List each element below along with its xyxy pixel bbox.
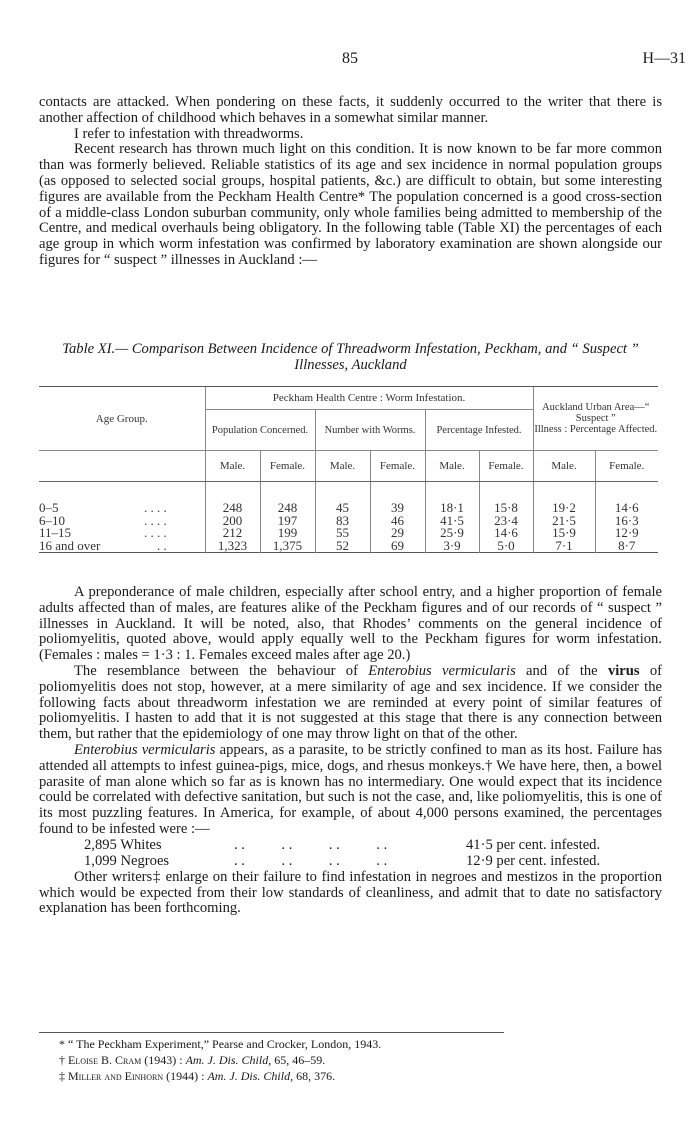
paragraph-5: The resemblance between the behaviour of Enterobius vermicularis and of the virus of poliomyelitis does not stop, however, at a mere similarity of age and sex incidence. If we consider the following facts about threadworm infestation we are reminded at every point of similar features of poliomyelitis. I hasten to add that it is not suggested at this stage that there is any connection between them, but rather that the epidemiology of one may throw light on that of the other. — [39, 662, 663, 743]
list-item — [39, 854, 662, 870]
intro-section — [39, 95, 662, 269]
list-label: 1,099 Negroes — [84, 852, 170, 869]
pop-male-cell: 1,323 — [205, 540, 260, 553]
paragraph-2: I refer to infestation with threadworms. — [74, 125, 304, 142]
paragraph-1: contacts are attacked. When pondering on these facts, it suddenly occurred to the writer that there is another affection of childhood which behaves in a somewhat similar manner. — [39, 94, 662, 126]
pct-female-cell: 23·4 — [479, 515, 533, 528]
list-dots: . . . . . . . . — [234, 852, 388, 869]
paragraph-6: Enterobius vermicularis appears, as a parasite, to be strictly confined to man as its host. Failure has attended all attempts to infest guinea-pigs, mice, dogs, and rhesus monkeys.† We have here, then, a bowel parasite of man alone which so far as is known has no intermediary. One would expect that its incidence could be correlated with defective sanitation, but such is not the case, and, like poliomyelitis, this is one of its most puzzling features. In America, for example, of about 4,000 persons examined, the percentages found to be infested were :— — [39, 741, 663, 837]
auckland-header-line2: Illness : Percentage Affected. — [534, 424, 658, 435]
num-female-cell: 46 — [370, 515, 425, 528]
age-cell: 6–10 . . . . — [39, 512, 167, 528]
footnote-3: ‡ Miller and Einhorn (1944) : Am. J. Dis. Child, 68, 376. — [59, 1069, 336, 1083]
num-male-cell: 45 — [315, 482, 370, 515]
paragraph-4: A preponderance of male children, especially after school entry, and a higher proportion of female adults affected than of males, are features alike of the Peckham figures and of our records of “ suspect ” illnesses in Auckland. It will be noted, also, that Rhodes’ comments on the general incidence of poliomyelitis, quoted above, would apply equally well to the Peckham figures for worm infestation. (Females : males = 1·3 : 1. Females exceed males after age 20.) — [39, 584, 662, 664]
auk-male-header: Male. — [533, 451, 595, 482]
auk-male-cell: 21·5 — [533, 515, 595, 528]
pct-male-header: Male. — [425, 451, 479, 482]
pct-female-cell: 15·8 — [479, 482, 533, 515]
auk-female-cell: 16·3 — [595, 515, 658, 528]
age-cell: 11–15 . . . . — [39, 525, 167, 540]
pop-female-header: Female. — [260, 451, 315, 482]
age-cell: 0–5 . . . . — [39, 500, 167, 515]
footnote-journal: Am. J. Dis. Child, — [207, 1069, 294, 1083]
age-subheader-blank — [39, 451, 205, 482]
footnote-rule — [39, 1032, 504, 1033]
caption-lead: Table XI.— — [62, 341, 129, 357]
auk-female-cell: 8·7 — [595, 540, 658, 553]
pct-female-header: Female. — [479, 451, 533, 482]
num-male-cell: 83 — [315, 515, 370, 528]
table-caption — [39, 341, 662, 373]
pop-male-header: Male. — [205, 451, 260, 482]
table-row — [39, 540, 658, 553]
num-female-cell: 29 — [370, 527, 425, 540]
footnotes — [39, 1032, 662, 1084]
num-female-cell: 69 — [370, 540, 425, 553]
auk-male-cell: 15·9 — [533, 527, 595, 540]
pop-male-cell: 212 — [205, 527, 260, 540]
paragraph-7: Other writers‡ enlarge on their failure to find infestation in negroes and mestizos in the proportion which would be expected from their low standards of cleanliness, and admit that to date no satisfactory explanation has been forthcoming. — [39, 868, 662, 917]
species-name: Enterobius vermicularis — [74, 741, 216, 758]
virus-term: virus — [607, 662, 640, 679]
population-header: Population Concerned. — [205, 410, 315, 451]
age-group-header: Age Group. — [39, 387, 205, 451]
auk-female-cell: 14·6 — [595, 482, 658, 515]
page-header — [0, 50, 700, 70]
num-female-cell: 39 — [370, 482, 425, 515]
pop-male-cell: 200 — [205, 515, 260, 528]
list-value: 12·9 per cent. infested. — [466, 852, 601, 869]
species-name: Enterobius vermicularis — [368, 662, 516, 679]
footnote-journal: Am. J. Dis. Child, — [185, 1053, 272, 1067]
num-male-header: Male. — [315, 451, 370, 482]
list-item — [39, 838, 662, 854]
list-dots: . . . . . . . . — [234, 836, 388, 853]
num-female-header: Female. — [370, 451, 425, 482]
infestation-list — [39, 838, 662, 870]
footnote-author: Miller and Einhorn — [68, 1069, 164, 1083]
num-male-cell: 52 — [315, 540, 370, 553]
footnote-2: † Eloise B. Cram (1943) : Am. J. Dis. Child, 65, 46–59. — [59, 1053, 326, 1067]
page-number: 85 — [342, 50, 358, 67]
pct-male-cell: 41·5 — [425, 515, 479, 528]
pop-male-cell: 248 — [205, 482, 260, 515]
footnote-1: * “ The Peckham Experiment,” Pearse and Crocker, London, 1943. — [59, 1037, 382, 1051]
age-cell: 16 and over . . — [39, 537, 167, 553]
incidence-table — [39, 386, 658, 553]
pct-male-cell: 18·1 — [425, 482, 479, 515]
number-header: Number with Worms. — [315, 410, 425, 451]
document-reference: H—31 — [642, 50, 686, 67]
paragraph-3: Recent research has thrown much light on this condition. It is now known to be far more common than was formerly believed. Reliable statistics of its age and sex incidence in normal population groups (as opposed to selected social groups, hospital patients, &c.) are difficult to obtain, but some interesting figures are available from the Peckham Health Centre* The population concerned is a good cross-section of a middle-class London suburban community, only whole families being admitted to membership of the Centre, and medical overhauls being obligatory. In the following table (Table XI) the percentages of each age group in which worm infestation was confirmed by laboratory examination are shown alongside our figures for “ suspect ” illnesses in Auckland :— — [39, 141, 662, 268]
footnote-author: Eloise B. Cram — [68, 1053, 142, 1067]
list-label: 2,895 Whites — [84, 836, 162, 853]
auckland-header-line1: Auckland Urban Area—“ Suspect ” — [542, 402, 650, 424]
discussion-section — [39, 585, 662, 917]
num-male-cell: 55 — [315, 527, 370, 540]
auk-male-cell: 7·1 — [533, 540, 595, 553]
table-row — [39, 482, 658, 515]
pct-male-cell: 3·9 — [425, 540, 479, 553]
auckland-header — [533, 387, 658, 451]
auk-female-cell: 12·9 — [595, 527, 658, 540]
pop-female-cell: 199 — [260, 527, 315, 540]
pct-female-cell: 5·0 — [479, 540, 533, 553]
caption-text: Comparison Between Incidence of Threadworm Infestation, Peckham, and “ Suspect ” Illnesses, Auckland — [131, 341, 639, 373]
pop-female-cell: 1,375 — [260, 540, 315, 553]
pop-female-cell: 197 — [260, 515, 315, 528]
percentage-header: Percentage Infested. — [425, 410, 533, 451]
pct-male-cell: 25·9 — [425, 527, 479, 540]
list-value: 41·5 per cent. infested. — [466, 836, 601, 853]
peckham-header: Peckham Health Centre : Worm Infestation. — [205, 387, 533, 410]
auk-male-cell: 19·2 — [533, 482, 595, 515]
auk-female-header: Female. — [595, 451, 658, 482]
pop-female-cell: 248 — [260, 482, 315, 515]
pct-female-cell: 14·6 — [479, 527, 533, 540]
